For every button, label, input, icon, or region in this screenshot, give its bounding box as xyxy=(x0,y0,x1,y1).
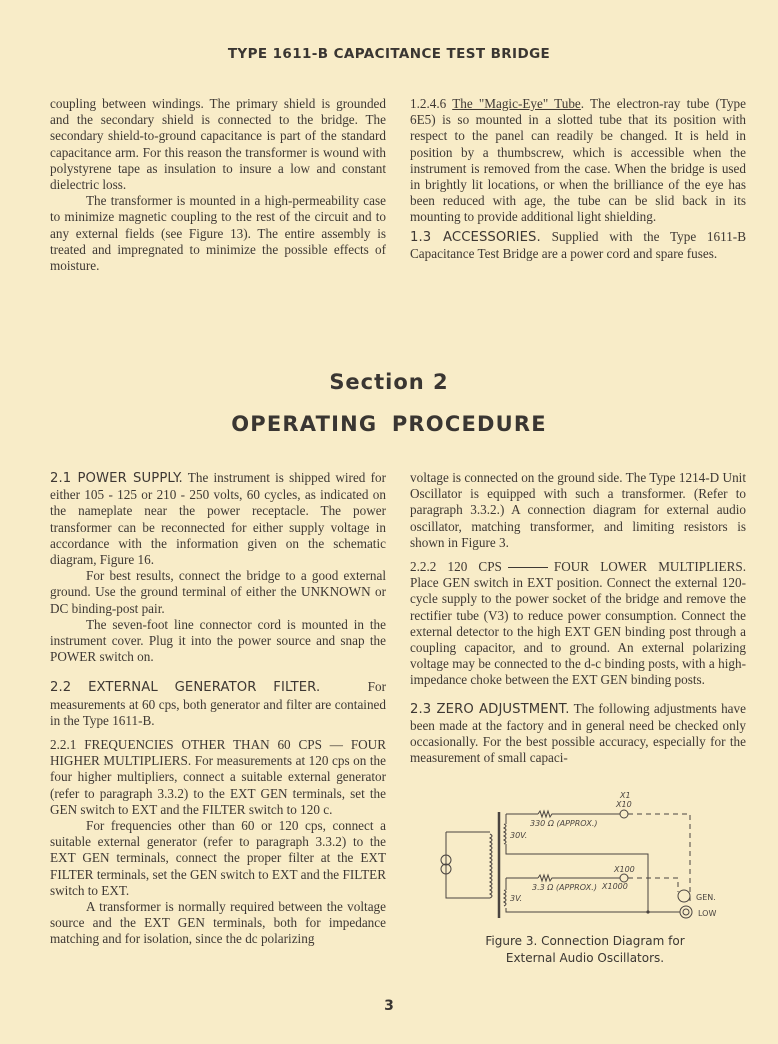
paragraph-transformer-case: The transformer is mounted in a high-permeability case to minimize magnetic coupling to the rest of the circuit and to any external fields (see Figure 13). The entire assembly is treated and impregnated to minimize the possible effects of moisture. xyxy=(50,193,386,274)
paragraph-other-frequencies: For frequencies other than 60 or 120 cps, connect a suitable external generator (refer to paragraph 3.3.2) to the EXT GEN terminals, connect the proper filter at the EXT FILTER terminals, set the GEN switch to EXT and the FILTER switch to EXT. xyxy=(50,818,386,898)
label-30v: 30V. xyxy=(510,831,528,840)
label-resistor-upper: 330 Ω (APPROX.) xyxy=(530,819,598,828)
label-x1000: X1000 xyxy=(602,882,628,891)
accessories-body: Supplied with the Type 1611-B Capacitance Test Bridge are a power cord and spare fuses. xyxy=(410,228,746,261)
low-terminal-inner xyxy=(683,909,689,915)
caption-line-1: Figure 3. Connection Diagram for xyxy=(485,934,685,948)
lower-left-column xyxy=(50,470,390,948)
figure-caption xyxy=(420,933,750,967)
label-resistor-lower: 3.3 Ω (APPROX.) xyxy=(532,883,597,892)
gen-terminal xyxy=(678,890,690,902)
heading-zero-adjustment: 2.3 ZERO ADJUSTMENT. xyxy=(410,701,570,717)
page-number: 3 xyxy=(384,998,394,1014)
x100-x1000-terminal xyxy=(620,874,628,882)
heading-frequencies: 2.2.1 FREQUENCIES OTHER THAN 60 CPS — FOUR HIGHER MULTIPLIERS. xyxy=(50,737,386,769)
section-number: Section 2 xyxy=(329,370,449,394)
magic-eye-title: The "Magic-Eye" Tube xyxy=(452,96,581,111)
x1-x10-terminal xyxy=(620,810,628,818)
heading-ext-gen-filter: 2.2 EXTERNAL GENERATOR FILTER. xyxy=(50,680,321,696)
caption-line-2: External Audio Oscillators. xyxy=(505,951,665,965)
section-number-1246: 1.2.4.6 xyxy=(410,96,447,111)
lower-resistor xyxy=(538,875,554,881)
primary-loop-wire xyxy=(446,832,490,898)
label-x100: X100 xyxy=(614,865,635,874)
paragraph-continued: voltage is connected on the ground side. The Type 1214-D Unit Oscillator is equipped with such a transformer. (Refer to paragraph 3.3.2.) A connection diagram for external audio oscillator, matching transformer, and limiting resistors is shown in Figure 3. xyxy=(410,470,746,550)
paragraph-zero-adjustment xyxy=(410,701,746,767)
paragraph-ext-gen-filter xyxy=(50,679,390,729)
paragraph-accessories xyxy=(410,229,746,262)
em-rule xyxy=(508,567,548,568)
heading-120cps-rest: FOUR LOWER MULTIPLIERS. xyxy=(553,559,747,575)
heading-accessories: 1.3 ACCESSORIES. xyxy=(410,229,541,245)
label-gen: GEN. xyxy=(696,893,716,902)
low-terminal-outer xyxy=(680,906,692,918)
paragraph-120cps xyxy=(410,559,746,689)
paragraph-ground: For best results, connect the bridge to a good external ground. Use the ground terminal of either the UNKNOWN or DC binding-post pair. xyxy=(50,568,386,616)
upper-secondary-winding xyxy=(504,824,506,844)
ext-gen-filter-body: For measurements at 60 cps, both generator and filter are contained in the Type 1611-B. xyxy=(50,679,390,728)
primary-winding xyxy=(490,834,492,898)
lower-secondary-winding xyxy=(504,890,506,906)
paragraph-frequencies xyxy=(50,737,386,818)
paragraph-power-supply xyxy=(50,470,386,568)
running-head: TYPE 1611-B CAPACITANCE TEST BRIDGE xyxy=(227,46,551,62)
label-3v: 3V. xyxy=(510,894,523,903)
top-left-column xyxy=(50,96,386,274)
frequencies-body: For measurements at 120 cps on the four higher multipliers, connect a suitable external generator (refer to paragraph 3.3.2) to the EXT GEN terminals, set the GEN switch to EXT and the FILTER switch to 120 c. xyxy=(50,753,387,817)
zero-adjustment-body: The following adjustments have been made at the factory and in general need be checked only occasionally. For the best possible accuracy, especially for the measurement of small capaci- xyxy=(410,700,746,766)
heading-power-supply: 2.1 POWER SUPPLY. xyxy=(50,471,183,486)
120cps-body: Place GEN switch in EXT position. Connect the external 120-cycle supply to the power socket of the bridge and remove the rectifier tube (V3) to reduce power consumption. Connect the external detector to the high EXT GEN binding post through a coupling capacitor, and to ground. An external polarizing voltage may be connected to the d-c binding posts, with a high-impedance choke between the EXT GEN binding posts. xyxy=(410,575,746,688)
dashed-lower-link xyxy=(628,878,678,892)
upper-wire xyxy=(506,814,648,912)
junction-dot xyxy=(646,910,649,913)
power-supply-body: The instrument is shipped wired for either 105 - 125 or 210 - 250 volts, 60 cycles, as indicated on the nameplate near the power receptacle. The power transformer can be reconnected for either supply voltage in accordance with the information given on the schematic diagram, Figure 16. xyxy=(50,470,386,568)
connection-diagram xyxy=(430,782,740,932)
magic-eye-body: . The electron-ray tube (Type 6E5) is so mounted in a slotted tube that its position with respect to the panel can readily be changed. It is held in position by a thumbscrew, which is accessible when the instrument is removed from the case. When the bridge is used in brightly lit locations, or when the brilliance of the eye has been reduced with age, the tube can be slid back in its mounting to provide additional light shielding. xyxy=(410,96,747,225)
upper-resistor xyxy=(538,811,554,817)
label-x10: X10 xyxy=(616,800,632,809)
paragraph-transformer-required: A transformer is normally required between the voltage source and the EXT GEN terminals, both for impedance matching and for isolation, since the dc polarizing xyxy=(50,899,386,947)
paragraph-shield: coupling between windings. The primary shield is grounded and the secondary shield is connected to the bridge. The secondary shield-to-ground capacitance is part of the standard capacitance arm. For this reason the transformer is wound with polystyrene tape as insulation to insure a low and constant dielectric loss. xyxy=(50,96,386,193)
section-title: OPERATING PROCEDURE xyxy=(231,412,547,436)
paragraph-cord: The seven-foot line connector cord is mounted in the instrument cover. Plug it into the power source and snap the POWER switch on. xyxy=(50,616,386,665)
label-low: LOW xyxy=(698,909,717,918)
heading-120cps-number: 2.2.2 120 CPS xyxy=(410,559,502,575)
lower-right-column xyxy=(410,470,746,766)
label-x1: X1 xyxy=(620,791,631,800)
top-right-column xyxy=(410,96,746,262)
dashed-upper-link xyxy=(628,814,690,902)
paragraph-magic-eye xyxy=(410,96,746,226)
